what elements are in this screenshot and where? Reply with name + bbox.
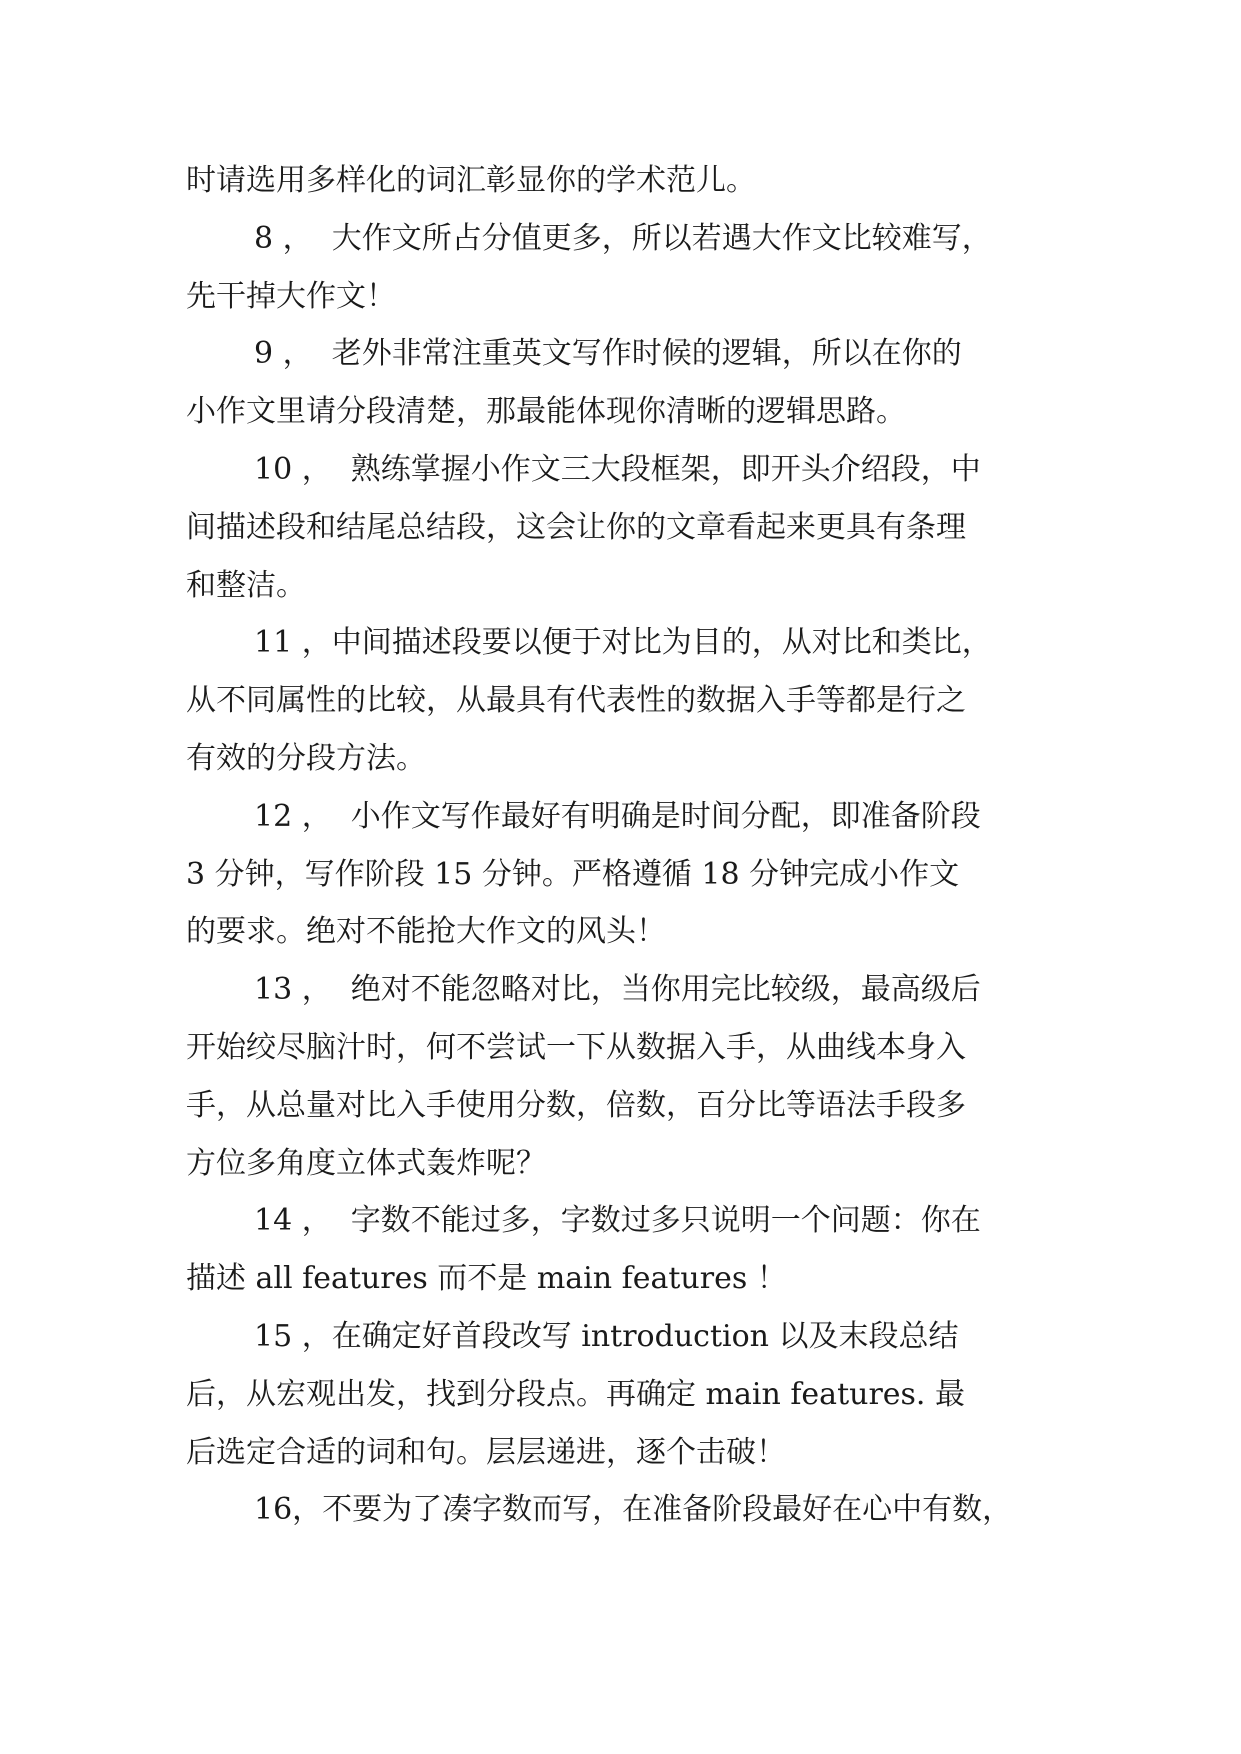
text-line: 描述 all features 而不是 main features ！ (186, 1261, 787, 1297)
text-line: 时请选用多样化的词汇彰显你的学术范儿。 (186, 163, 756, 198)
text-line: 从不同属性的比较，从最具有代表性的数据入手等都是行之 (186, 683, 966, 719)
text-line: 和整洁。 (186, 567, 306, 603)
text-line: 10 ， 熟练掌握小作文三大段框架，即开头介绍段，中 (254, 451, 981, 487)
text-line: 开始绞尽脑汁时，何不尝试一下从数据入手，从曲线本身入 (186, 1029, 966, 1065)
text-line: 的要求。绝对不能抢大作文的风头！ (186, 914, 666, 950)
text-line: 间描述段和结尾总结段，这会让你的文章看起来更具有条理 (186, 509, 966, 545)
text-line: 8 ， 大作文所占分值更多，所以若遇大作文比较难写， (254, 220, 992, 256)
document-body (186, 152, 1062, 1539)
text-line: 后选定合适的词和句。层层递进，逐个击破！ (186, 1434, 786, 1470)
text-line: 12 ， 小作文写作最好有明确是时间分配，即准备阶段 (254, 798, 981, 834)
text-line: 手，从总量对比入手使用分数，倍数，百分比等语法手段多 (186, 1087, 966, 1123)
text-line: 11 ，中间描述段要以便于对比为目的，从对比和类比， (254, 625, 992, 661)
text-line: 9 ， 老外非常注重英文写作时候的逻辑，所以在你的 (254, 336, 962, 372)
text-line: 方位多角度立体式轰炸呢？ (186, 1145, 546, 1181)
text-line: 14 ， 字数不能过多，字数过多只说明一个问题：你在 (254, 1203, 981, 1239)
text-line: 先干掉大作文！ (186, 278, 396, 314)
text-line: 3 分钟，写作阶段 15 分钟。严格遵循 18 分钟完成小作文 (186, 856, 960, 892)
text-line: 有效的分段方法。 (186, 740, 426, 776)
text-line: 小作文里请分段清楚，那最能体现你清晰的逻辑思路。 (186, 394, 906, 430)
text-line: 13 ， 绝对不能忽略对比，当你用完比较级，最高级后 (254, 972, 981, 1008)
text-line: 后，从宏观出发，找到分段点。再确定 main features. 最 (186, 1376, 966, 1412)
text-line: 15 ，在确定好首段改写 introduction 以及末段总结 (254, 1318, 959, 1354)
text-line: 16，不要为了凑字数而写，在准备阶段最好在心中有数， (254, 1492, 1013, 1528)
